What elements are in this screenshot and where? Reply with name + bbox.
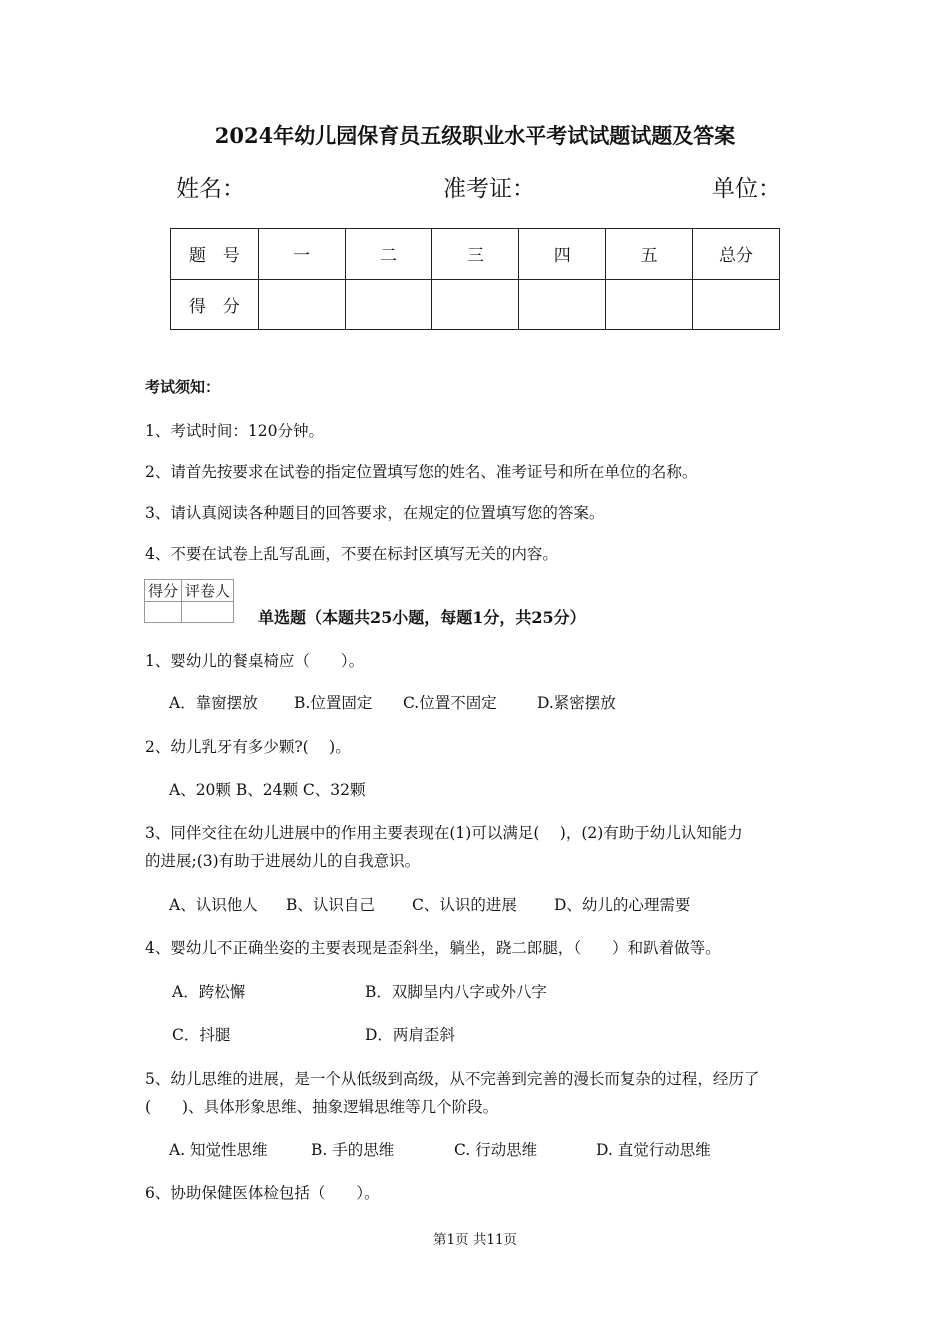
question-stem: 1、婴幼儿的餐桌椅应（ ）。 bbox=[145, 652, 365, 670]
question-option: C.位置不固定 bbox=[403, 694, 497, 712]
grader-score-cell[interactable] bbox=[145, 602, 182, 623]
exam-number-field-label: 准考证： bbox=[443, 176, 535, 202]
question-option: B、认识自己 bbox=[286, 896, 375, 914]
grader-box bbox=[144, 579, 234, 623]
grader-reviewer-label: 评卷人 bbox=[182, 580, 234, 602]
question-option: D．两肩歪斜 bbox=[365, 1026, 455, 1044]
notice-item: 1、考试时间：120分钟。 bbox=[145, 422, 324, 440]
score-table-header-cell: 四 bbox=[519, 229, 606, 280]
score-cell[interactable] bbox=[519, 279, 606, 330]
question-option: D. 直觉行动思维 bbox=[596, 1141, 711, 1159]
score-table-header-cell: 三 bbox=[432, 229, 519, 280]
question-option: A．跨松懈 bbox=[172, 983, 246, 1001]
score-table-header-cell: 一 bbox=[258, 229, 345, 280]
question-stem: 3、同伴交往在幼儿进展中的作用主要表现在(1)可以满足( )，(2)有助于幼儿认知能力 bbox=[145, 824, 743, 842]
question-option: A、认识他人 bbox=[169, 896, 258, 914]
grader-reviewer-cell[interactable] bbox=[182, 602, 234, 623]
page-title: 2024年幼儿园保育员五级职业水平考试试题试题及答案 bbox=[214, 123, 736, 148]
name-field-label: 姓名： bbox=[176, 176, 245, 202]
notice-item: 3、请认真阅读各种题目的回答要求，在规定的位置填写您的答案。 bbox=[145, 504, 605, 522]
question-stem: 4、婴幼儿不正确坐姿的主要表现是歪斜坐，躺坐，跷二郎腿，（ ）和趴着做等。 bbox=[145, 939, 721, 957]
score-table bbox=[170, 228, 780, 330]
unit-field-label: 单位： bbox=[712, 176, 781, 202]
score-table-header-cell: 二 bbox=[345, 229, 432, 280]
question-option: C、认识的进展 bbox=[412, 896, 517, 914]
question-stem-continued: ( )、具体形象思维、抽象逻辑思维等几个阶段。 bbox=[145, 1098, 499, 1116]
question-stem: 6、协助保健医体检包括（ ）。 bbox=[145, 1184, 380, 1202]
score-table-header-cell: 总分 bbox=[693, 229, 780, 280]
score-table-score-row bbox=[171, 279, 780, 330]
notice-item: 2、请首先按要求在试卷的指定位置填写您的姓名、准考证号和所在单位的名称。 bbox=[145, 463, 698, 481]
score-cell[interactable] bbox=[693, 279, 780, 330]
score-table-header-cell: 五 bbox=[606, 229, 693, 280]
score-cell[interactable] bbox=[432, 279, 519, 330]
grader-score-label: 得分 bbox=[145, 580, 182, 602]
question-stem: 2、幼儿乳牙有多少颗?( )。 bbox=[145, 738, 351, 756]
question-option: D、幼儿的心理需要 bbox=[554, 896, 691, 914]
score-table-header-row bbox=[171, 229, 780, 280]
page-footer: 第1页 共11页 bbox=[432, 1232, 518, 1248]
score-cell[interactable] bbox=[345, 279, 432, 330]
question-option: C. 行动思维 bbox=[454, 1141, 538, 1159]
question-option: A．靠窗摆放 bbox=[169, 694, 258, 712]
question-stem-continued: 的进展;(3)有助于进展幼儿的自我意识。 bbox=[145, 852, 421, 870]
question-options: A、20颗 B、24颗 C、32颗 bbox=[169, 781, 366, 799]
question-option: B.位置固定 bbox=[294, 694, 373, 712]
score-row-label: 得 分 bbox=[171, 279, 259, 330]
notice-heading: 考试须知： bbox=[145, 378, 221, 396]
question-option: D.紧密摆放 bbox=[537, 694, 616, 712]
question-option: A. 知觉性思维 bbox=[169, 1141, 268, 1159]
score-cell[interactable] bbox=[606, 279, 693, 330]
score-table-header-cell: 题 号 bbox=[171, 229, 259, 280]
question-option: B. 手的思维 bbox=[311, 1141, 395, 1159]
notice-item: 4、不要在试卷上乱写乱画，不要在标封区填写无关的内容。 bbox=[145, 545, 558, 563]
score-cell[interactable] bbox=[258, 279, 345, 330]
question-option: B．双脚呈内八字或外八字 bbox=[365, 983, 547, 1001]
question-stem: 5、幼儿思维的进展，是一个从低级到高级，从不完善到完善的漫长而复杂的过程，经历了 bbox=[145, 1070, 760, 1088]
section-title: 单选题（本题共25小题，每题1分，共25分） bbox=[258, 608, 586, 627]
question-option: C．抖腿 bbox=[172, 1026, 231, 1044]
